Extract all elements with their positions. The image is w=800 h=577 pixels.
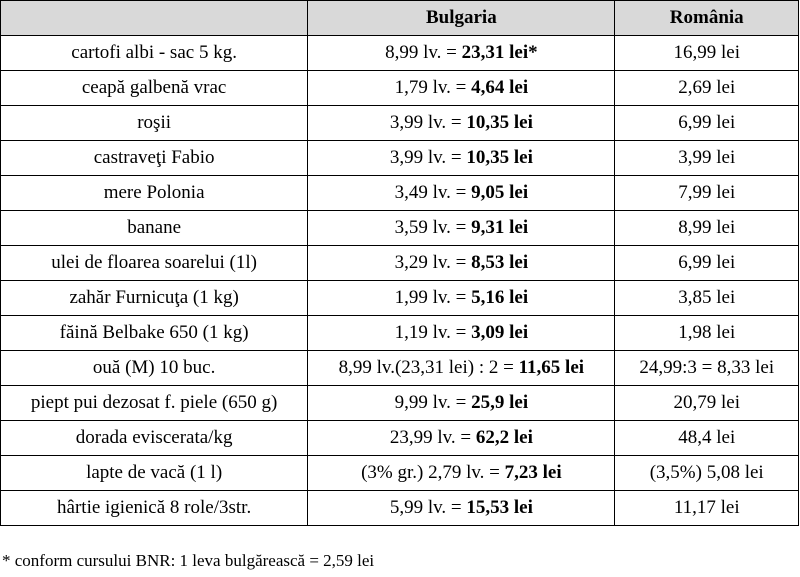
bulgaria-price-cell [308,211,615,246]
romania-price-cell: 11,17 lei [615,491,799,526]
bulgaria-price-original: 3,49 lv. = [394,182,472,203]
bulgaria-price-original: 1,99 lv. = [394,287,472,308]
bulgaria-price-original: 3,59 lv. = [394,217,472,238]
table-row [1,491,799,526]
table-row [1,71,799,106]
product-name-cell: mere Polonia [1,176,308,211]
romania-price-cell: 16,99 lei [615,36,799,71]
header-romania: România [615,1,799,36]
bulgaria-price-cell [308,456,615,491]
product-name-cell: castraveţi Fabio [1,141,308,176]
romania-price-cell: 6,99 lei [615,106,799,141]
bulgaria-price-cell [308,351,615,386]
product-name-cell: ceapă galbenă vrac [1,71,308,106]
bulgaria-price-converted: 23,31 lei* [461,42,538,63]
bulgaria-price-original: 3,99 lv. = [389,112,467,133]
bulgaria-price-converted: 3,09 lei [471,322,529,343]
bulgaria-price-cell [308,281,615,316]
bulgaria-price-original: 8,99 lv.(23,31 lei) : 2 = [338,357,519,378]
bulgaria-price-converted: 9,05 lei [471,182,529,203]
table-row [1,106,799,141]
romania-price-cell: 48,4 lei [615,421,799,456]
bulgaria-price-converted: 62,2 lei [475,427,533,448]
product-name-cell: dorada eviscerata/kg [1,421,308,456]
bulgaria-price-converted: 11,65 lei [518,357,585,378]
romania-price-cell: 2,69 lei [615,71,799,106]
bulgaria-price-cell [308,421,615,456]
product-name-cell: roşii [1,106,308,141]
bulgaria-price-converted: 10,35 lei [466,112,533,133]
header-corner-cell [1,1,308,36]
bulgaria-price-converted: 8,53 lei [471,252,529,273]
romania-price-cell: 8,99 lei [615,211,799,246]
bulgaria-price-converted: 4,64 lei [471,77,529,98]
bulgaria-price-cell [308,176,615,211]
romania-price-cell: 24,99:3 = 8,33 lei [615,351,799,386]
romania-price-cell: 20,79 lei [615,386,799,421]
romania-price-cell: 6,99 lei [615,246,799,281]
table-row [1,316,799,351]
table-row [1,141,799,176]
table-row [1,456,799,491]
bulgaria-price-original: 3,29 lv. = [394,252,472,273]
table-header-row [1,1,799,36]
table-row [1,176,799,211]
bulgaria-price-cell [308,71,615,106]
bulgaria-price-cell [308,141,615,176]
table-row [1,36,799,71]
bulgaria-price-original: 3,99 lv. = [389,147,467,168]
product-name-cell: făină Belbake 650 (1 kg) [1,316,308,351]
bulgaria-price-converted: 5,16 lei [471,287,529,308]
romania-price-cell: 3,99 lei [615,141,799,176]
romania-price-cell: 1,98 lei [615,316,799,351]
product-name-cell: hârtie igienică 8 role/3str. [1,491,308,526]
bulgaria-price-converted: 7,23 lei [504,462,562,483]
romania-price-cell: (3,5%) 5,08 lei [615,456,799,491]
table-row [1,246,799,281]
bulgaria-price-cell [308,316,615,351]
bulgaria-price-original: 23,99 lv. = [389,427,476,448]
product-name-cell: lapte de vacă (1 l) [1,456,308,491]
product-name-cell: banane [1,211,308,246]
bulgaria-price-converted: 25,9 lei [471,392,529,413]
bulgaria-price-original: 1,19 lv. = [394,322,472,343]
romania-price-cell: 3,85 lei [615,281,799,316]
bulgaria-price-original: (3% gr.) 2,79 lv. = [361,462,505,483]
bulgaria-price-converted: 9,31 lei [471,217,529,238]
header-bulgaria: Bulgaria [308,1,615,36]
table-row [1,421,799,456]
bulgaria-price-cell [308,246,615,281]
product-name-cell: zahăr Furnicuţa (1 kg) [1,281,308,316]
table-row [1,211,799,246]
bulgaria-price-cell [308,386,615,421]
bulgaria-price-original: 9,99 lv. = [394,392,472,413]
table-body [1,36,799,526]
product-name-cell: ulei de floarea soarelui (1l) [1,246,308,281]
romania-price-cell: 7,99 lei [615,176,799,211]
bulgaria-price-converted: 15,53 lei [466,497,533,518]
bulgaria-price-cell [308,491,615,526]
bulgaria-price-cell [308,36,615,71]
bulgaria-price-converted: 10,35 lei [466,147,533,168]
table-row [1,351,799,386]
bulgaria-price-original: 8,99 lv. = [385,42,462,63]
product-name-cell: ouă (M) 10 buc. [1,351,308,386]
bulgaria-price-original: 1,79 lv. = [394,77,472,98]
table-row [1,386,799,421]
table-row [1,281,799,316]
product-name-cell: cartofi albi - sac 5 kg. [1,36,308,71]
bulgaria-price-cell [308,106,615,141]
product-name-cell: piept pui dezosat f. piele (650 g) [1,386,308,421]
footnote: * conform cursului BNR: 1 leva bulgărească = 2,59 lei [2,551,375,570]
bulgaria-price-original: 5,99 lv. = [389,497,467,518]
